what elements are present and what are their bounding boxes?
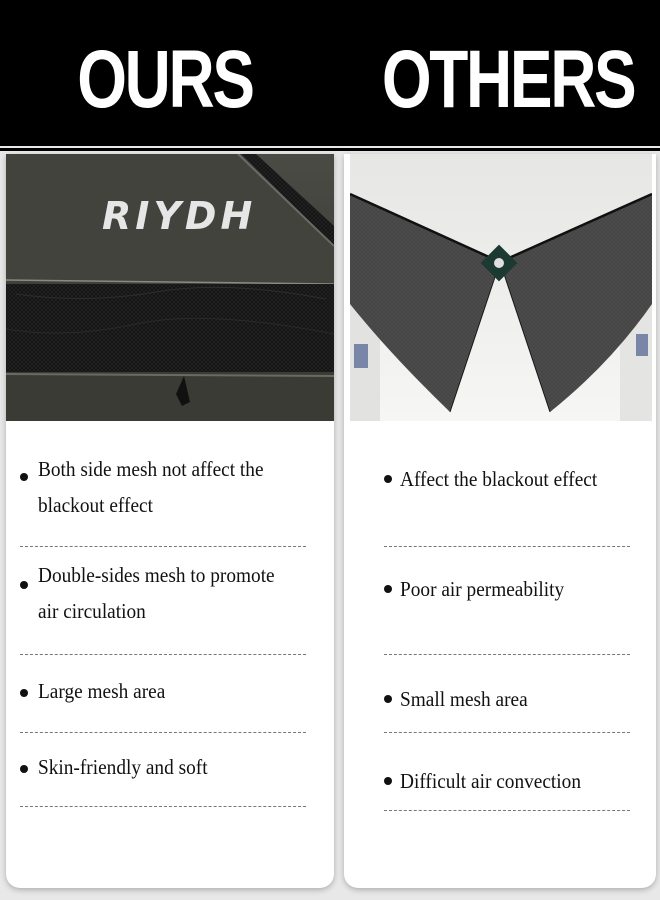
bullet-icon	[20, 765, 28, 773]
ours-card	[6, 154, 334, 888]
feature-text: Skin-friendly and soft	[38, 755, 208, 779]
brand-label: RIYDH	[102, 194, 257, 238]
bullet-icon	[384, 695, 392, 703]
feature-text: Poor air permeability	[400, 577, 565, 601]
others-title: OTHERS	[381, 34, 635, 125]
feature-text: Large mesh area	[38, 679, 166, 703]
list-item	[384, 759, 630, 811]
bullet-icon	[20, 581, 28, 589]
list-item	[384, 569, 630, 655]
feature-text: Difficult air convection	[400, 769, 581, 793]
list-item	[20, 665, 306, 733]
feature-text: Small mesh area	[400, 687, 528, 711]
bullet-icon	[384, 585, 392, 593]
list-item	[20, 557, 306, 655]
others-card	[344, 154, 656, 888]
feature-text: Double-sides mesh to promote air circulation	[38, 563, 275, 623]
feature-text: Affect the blackout effect	[400, 467, 598, 491]
ours-title: OURS	[77, 34, 253, 125]
bullet-icon	[384, 475, 392, 483]
list-item	[384, 461, 630, 547]
bullet-icon	[20, 689, 28, 697]
list-item	[384, 677, 630, 733]
bullet-icon	[20, 473, 28, 481]
feature-text: Both side mesh not affect the blackout effect	[38, 457, 264, 517]
header-banner	[0, 0, 660, 146]
bullet-icon	[384, 777, 392, 785]
header-divider	[0, 148, 660, 151]
list-item	[20, 451, 306, 547]
others-tent-photo	[350, 154, 652, 421]
list-item	[20, 743, 306, 807]
